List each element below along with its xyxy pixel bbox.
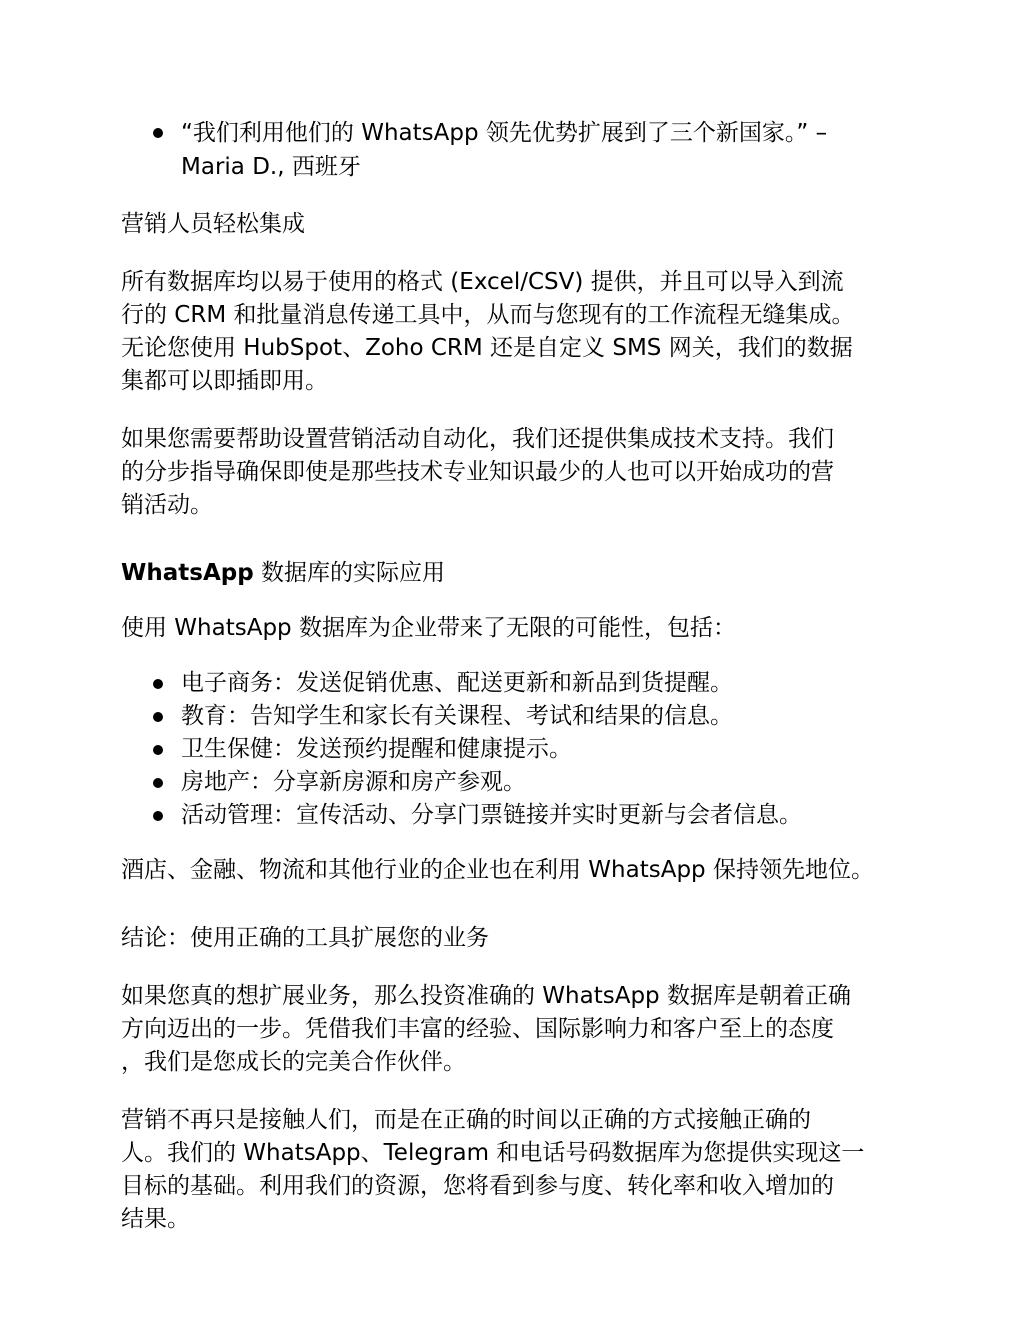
applications-intro: 使用 WhatsApp 数据库为企业带来了无限的可能性，包括： [121,615,736,641]
list-item: 房地产：分享新房源和房产参观。 [121,766,906,799]
testimonial-author: Maria D., 西班牙 [181,154,361,180]
list-item: 教育：告知学生和家长有关课程、考试和结果的信息。 [121,700,906,733]
bullet-icon [153,712,163,722]
conclusion-paragraph-2: 营销不再只是接触人们，而是在正确的时间以正确的方式接触正确的 人。我们的 WhatsApp、Telegram 和电话号码数据库为您提供实现这一 目标的基础。利用我们的资源，您将看到参与度、转化率和收入增加的 结果。 [121,1107,865,1232]
applications-closing: 酒店、金融、物流和其他行业的企业也在利用 WhatsApp 保持领先地位。 [121,857,874,883]
bullet-icon [153,679,163,689]
bullet-icon [153,811,163,821]
list-item: 电子商务：发送促销优惠、配送更新和新品到货提醒。 [121,667,906,700]
bullet-icon [153,128,163,138]
applications-list [121,667,906,832]
section-heading-conclusion: 结论：使用正确的工具扩展您的业务 [121,925,489,951]
list-item: 活动管理：宣传活动、分享门票链接并实时更新与会者信息。 [121,799,906,832]
integration-paragraph-2: 如果您需要帮助设置营销活动自动化，我们还提供集成技术支持。我们 的分步指导确保即使是那些技术专业知识最少的人也可以开始成功的营 销活动。 [121,426,834,518]
testimonial-item [121,116,906,184]
document-page [121,116,906,1236]
list-item: 卫生保健：发送预约提醒和健康提示。 [121,733,906,766]
testimonial-list [121,116,906,184]
conclusion-paragraph-1: 如果您真的想扩展业务，那么投资准确的 WhatsApp 数据库是朝着正确 方向迈出的一步。凭借我们丰富的经验、国际影响力和客户至上的态度 ，我们是您成长的完美合作伙伴。 [121,983,851,1075]
bullet-icon [153,745,163,755]
integration-paragraph-1: 所有数据库均以易于使用的格式 (Excel/CSV) 提供，并且可以导入到流 行的 CRM 和批量消息传递工具中，从而与您现有的工作流程无缝集成。 无论您使用 HubSpot、Zoho CRM 还是自定义 SMS 网关，我们的数据 集都可以即插即用。 [121,269,855,394]
testimonial-quote: “我们利用他们的 WhatsApp 领先优势扩展到了三个新国家。” – [181,120,828,146]
section-heading-applications: WhatsApp 数据库的实际应用 [121,560,445,586]
bullet-icon [153,778,163,788]
section-heading-integration: 营销人员轻松集成 [121,211,305,237]
